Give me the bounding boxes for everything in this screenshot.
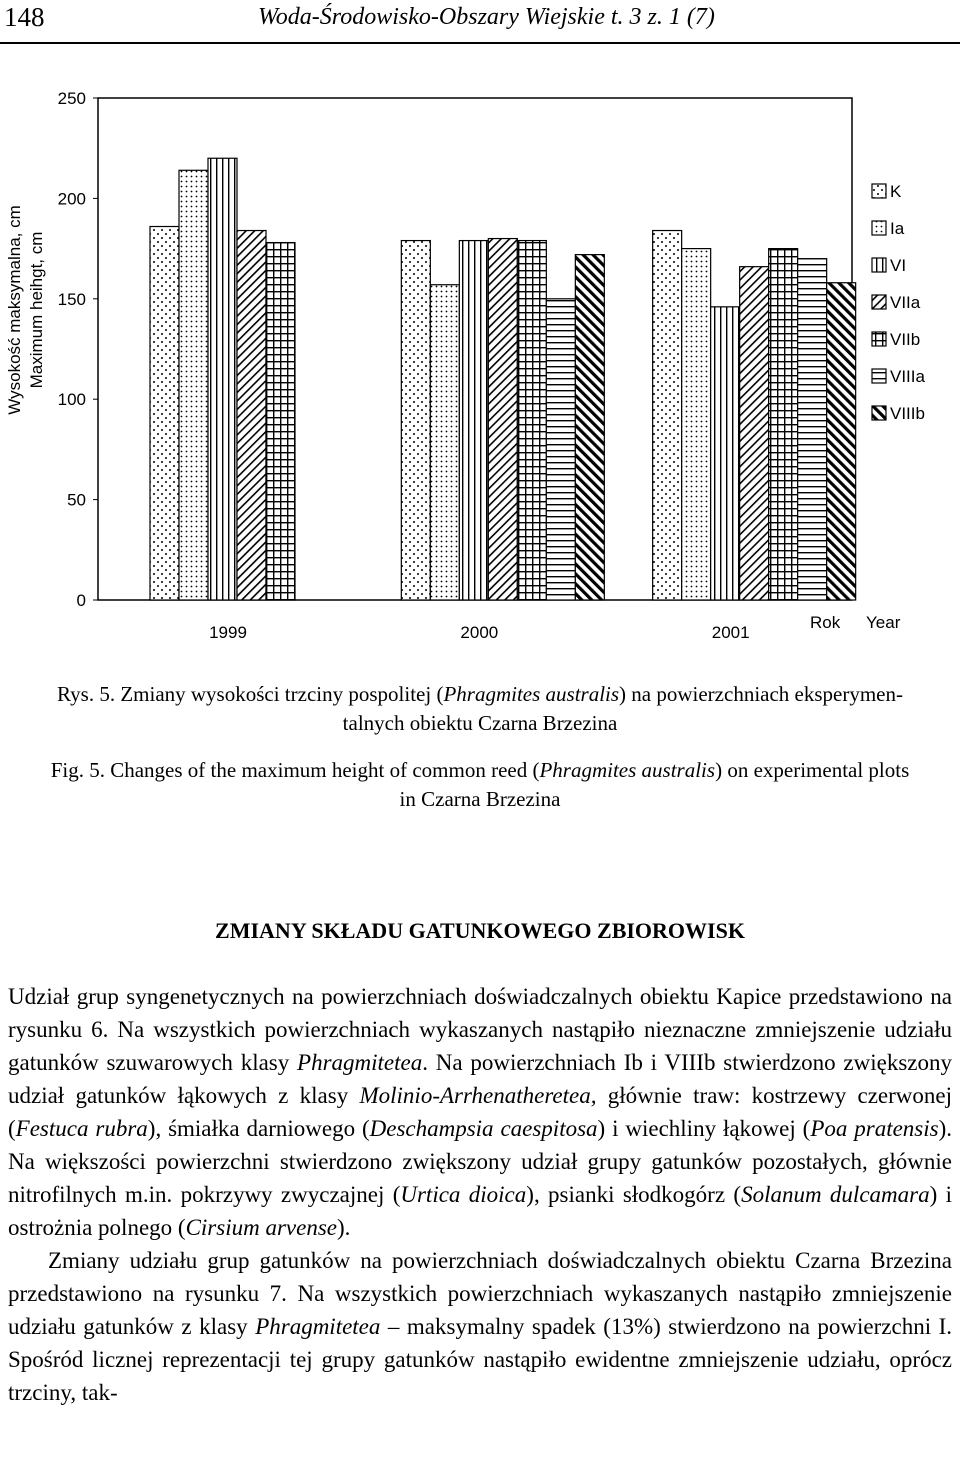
y-tick-label: 50 [67, 490, 86, 510]
figure-caption-pl [0, 680, 960, 738]
y-tick-label: 0 [76, 591, 86, 610]
bar-VI-2000 [459, 241, 488, 600]
bar-Ia-1999 [179, 170, 208, 600]
bar-VIIIa-2001 [798, 259, 827, 600]
legend-label-VIIa: VIIa [890, 293, 921, 312]
bar-VIIIb-2001 [827, 283, 856, 600]
legend-label-VIIb: VIIb [890, 330, 921, 349]
legend-swatch-Ia [872, 221, 886, 235]
bar-K-2001 [653, 231, 682, 600]
caption-pl-line2: talnych obiektu Czarna Brzezina [342, 711, 618, 735]
page-number: 148 [4, 2, 45, 32]
figure-caption-en [0, 756, 960, 814]
x-axis-label-en: Year [866, 613, 901, 632]
bar-VI-2001 [711, 307, 740, 600]
x-tick-label: 2000 [460, 623, 499, 642]
bar-VIIb-2001 [769, 249, 798, 600]
bar-VIIIb-2000 [575, 255, 604, 600]
legend-label-VIIIa: VIIIa [890, 367, 925, 386]
journal-title: Woda-Środowisko-Obszary Wiejskie t. 3 z. 1 (7) [258, 4, 715, 30]
bar-chart [0, 60, 960, 660]
x-axis-label: Rok [810, 613, 841, 632]
bar-Ia-2000 [430, 285, 459, 600]
caption-pl-species: Phragmites australis [443, 682, 620, 706]
x-tick-label: 2001 [711, 623, 750, 642]
caption-en-suffix: ) on experimental plots [715, 758, 910, 782]
y-axis-label: Wysokość maksymalna, cm [5, 205, 24, 415]
bar-VI-1999 [208, 158, 237, 600]
legend-label-Ia: Ia [890, 219, 905, 238]
legend-swatch-VIIb [872, 332, 886, 346]
legend-label-K: K [890, 182, 902, 201]
legend-swatch-VIIIa [872, 369, 886, 383]
page-header [0, 0, 960, 44]
bar-VIIa-1999 [237, 231, 266, 600]
legend-swatch-VIIIb [872, 406, 886, 420]
bar-VIIb-2000 [517, 241, 546, 600]
y-axis-label-en: Maximum heihgt, cm [27, 231, 46, 389]
bar-Ia-2001 [682, 249, 711, 600]
y-tick-label: 100 [57, 390, 86, 410]
body-text [8, 980, 952, 1409]
bar-K-1999 [150, 227, 179, 600]
caption-en-species: Phragmites australis [539, 758, 716, 782]
section-title: ZMIANY SKŁADU GATUNKOWEGO ZBIOROWISK [215, 918, 745, 943]
legend-label-VI: VI [890, 256, 907, 275]
caption-pl-suffix: ) na powierzchniach eksperymen- [619, 682, 903, 706]
x-tick-label: 1999 [209, 623, 247, 642]
y-tick-label: 150 [57, 289, 86, 309]
caption-en-line2: in Czarna Brzezina [399, 787, 561, 811]
paragraph-2: Zmiany udziału grup gatunków na powierzchniach doświadczalnych obiektu Czarna Brzezina przedstawiono na rysunku 7. Na wszystkich powierzchniach wykaszanych nastąpiło zmniejszenie udziału gatunków z klasy Phragmitetea – maksymalny spadek (13%) stwierdzono na powierzchni I. Spośród licznej reprezentacji tej grupy gatunków nastąpiło ewidentne zmniejszenie udziału, oprócz trzciny, tak- [8, 1248, 953, 1405]
legend-swatch-VIIa [872, 295, 886, 309]
bar-VIIa-2000 [488, 239, 517, 600]
bar-VIIa-2001 [740, 267, 769, 600]
bar-K-2000 [401, 241, 430, 600]
bar-VIIIa-2000 [546, 299, 575, 600]
legend-swatch-VI [872, 258, 886, 272]
y-tick-label: 200 [57, 189, 86, 209]
paragraph-1: Udział grup syngenetycznych na powierzchniach doświadczalnych obiektu Kapice przedstawiono na rysunku 6. Na wszystkich powierzchniach wykaszanych nastąpiło nieznaczne zmniejszenie udziału gatunków szuwarowych klasy Phragmitetea. Na powierzchniach Ib i VIIIb stwierdzono zwiększony udział gatunków łąkowych z klasy Molinio-Arrhenatheretea, głównie traw: kostrzewy czerwonej (Festuca rubra), śmiałka darniowego (Deschampsia caespitosa) i wiechliny łąkowej (Poa pratensis). Na większości powierzchni stwierdzono zwiększony udział grupy gatunków pozostałych, głównie nitrofilnych m.in. pokrzywy zwyczajnej (Urtica dioica), psianki słodkogórz (Solanum dulcamara) i ostrożnia polnego (Cirsium arvense). [8, 984, 953, 1240]
bar-VIIb-1999 [266, 243, 295, 600]
caption-en-prefix: Fig. 5. Changes of the maximum height of common reed ( [50, 758, 540, 782]
y-tick-label: 250 [57, 89, 86, 108]
legend-swatch-K [872, 184, 886, 198]
legend-label-VIIIb: VIIIb [890, 404, 925, 423]
caption-pl-prefix: Rys. 5. Zmiany wysokości trzciny pospolitej ( [56, 682, 444, 706]
